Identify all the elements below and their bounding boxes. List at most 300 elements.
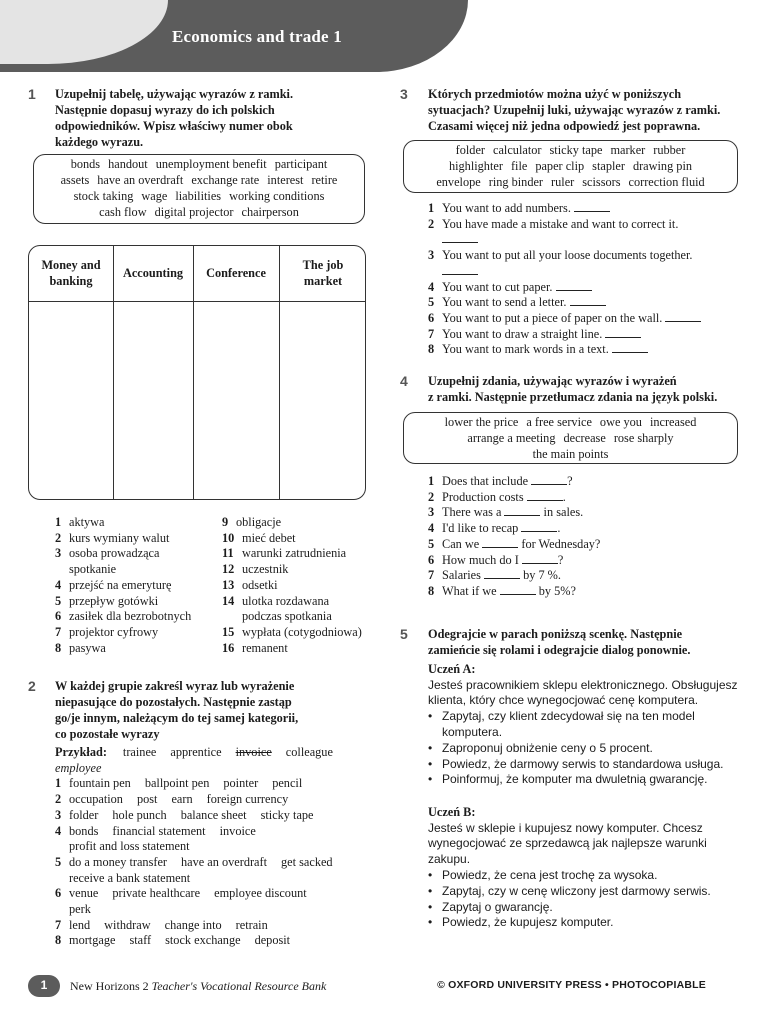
instruction-line: co pozostałe wyrazy: [55, 726, 160, 741]
example-word: colleague: [285, 745, 333, 759]
word-box-word: cash flow: [99, 204, 147, 219]
answer-gap: [442, 264, 478, 275]
table-header-line: The job: [302, 258, 344, 273]
instruction-line: zamieńcie się rolami i odegrajcie dialog ponownie.: [428, 642, 691, 657]
item-number: 1: [55, 776, 62, 791]
role-bullet-line: Zapytaj, czy w cenę wliczony jest darmowy serwis.: [442, 883, 711, 898]
table-header-text: [303, 258, 344, 290]
item-text: [442, 505, 583, 521]
role-bullet-text: [442, 757, 723, 773]
item-text: [442, 248, 692, 264]
word-box-word: ring binder: [488, 174, 544, 189]
group-word-continued: receive a bank statement: [69, 870, 191, 885]
item-number: 8: [55, 640, 62, 655]
sentence-start: Does that include: [442, 474, 532, 488]
list-item: [55, 824, 385, 840]
role-bullet-text: [442, 709, 695, 741]
list-item: [222, 641, 362, 657]
word-box-word: a free service: [526, 415, 592, 429]
exercise-5-instruction: [428, 627, 758, 659]
instruction-line: Odegrajcie w parach poniższą scenkę. Następnie: [428, 627, 683, 641]
group-word: balance sheet: [180, 807, 247, 822]
sentence-end: by 7 %.: [520, 568, 562, 583]
list-item: [55, 886, 385, 902]
list-item: [428, 490, 748, 506]
role-bullet-text: [442, 772, 707, 788]
word-box-word: decrease: [563, 430, 606, 445]
item-number: 2: [55, 792, 62, 807]
exercise-4-instruction: [428, 374, 758, 406]
group-word: hole punch: [112, 807, 167, 822]
item-number: 12: [222, 562, 235, 577]
role-intro-line: zakupu.: [428, 852, 471, 867]
group-word: occupation: [69, 792, 123, 807]
instruction-line: Następnie dopasuj wyrazy do ich polskich: [55, 102, 275, 117]
word-box-word: the main points: [532, 446, 609, 461]
list-item: [55, 792, 385, 808]
group-word-continued: profit and loss statement: [69, 839, 190, 854]
role-bullet-text: [442, 884, 711, 900]
instruction-line: Czasami więcej niż jedna odpowiedź jest poprawna.: [428, 118, 701, 133]
word-box-word: calculator: [493, 143, 542, 157]
answer-gap: [484, 568, 520, 579]
instruction-line: Których przedmiotów można użyć w poniższych: [428, 87, 682, 101]
exercise-2-instruction: [55, 679, 375, 743]
item-number: 13: [222, 577, 235, 592]
item-number: 4: [55, 823, 62, 838]
word-box-word: correction fluid: [628, 174, 705, 189]
example-row: [55, 745, 385, 761]
page-title: Economics and trade 1: [172, 27, 342, 46]
item-number: 3: [428, 505, 435, 520]
bullet-dot: •: [428, 883, 433, 898]
group-word: do a money transfer: [69, 854, 167, 869]
item-text-line: przejść na emeryturę: [69, 577, 172, 592]
group-word: folder: [69, 807, 99, 822]
list-item: [428, 537, 748, 553]
page-number-badge: 1: [28, 975, 60, 997]
role-bullet-text: [442, 741, 653, 757]
item-sentence: You have made a mistake and want to correct it.: [442, 216, 679, 231]
answer-gap: [527, 490, 563, 501]
role-bullet: [428, 741, 758, 757]
answer-gap: [665, 311, 701, 322]
item-number: 1: [55, 515, 62, 529]
list-item: [55, 933, 385, 949]
word-box-word: arrange a meeting: [467, 430, 556, 445]
item-text-line: wypłata (cotygodniowa): [242, 624, 362, 639]
exercise-5-role-b: [428, 805, 758, 931]
list-item: [428, 342, 748, 358]
item-text: [442, 537, 600, 553]
list-item: [222, 515, 362, 531]
role-bullet: [428, 709, 758, 741]
list-item: [55, 808, 385, 824]
instruction-line: sytuacjach? Uzupełnij luki, używając wyrazów z ramki.: [428, 102, 721, 117]
group-word-continued: perk: [69, 902, 91, 917]
item-number: 14: [222, 593, 235, 608]
role-b-text: [428, 821, 758, 932]
word-box-word: retire: [311, 172, 338, 187]
item-sentence: You want to draw a straight line.: [442, 326, 603, 341]
item-number: 9: [222, 515, 229, 529]
instruction-line: W każdej grupie zakreśl wyraz lub wyrażenie: [55, 679, 295, 693]
list-item: [428, 248, 748, 264]
item-text-line: zasiłek dla bezrobotnych: [69, 609, 192, 624]
group-word: change into: [164, 917, 222, 932]
exercise-4-number: 4: [400, 373, 408, 389]
copyright-notice: © OXFORD UNIVERSITY PRESS • PHOTOCOPIABLE: [437, 979, 706, 991]
item-text: [442, 490, 566, 506]
item-text: [69, 531, 169, 547]
item-text-line: ulotka rozdawana: [242, 593, 330, 608]
list-item: [55, 641, 191, 657]
item-number: 6: [55, 886, 62, 901]
group-word: pointer: [223, 776, 259, 791]
bullet-dot: •: [428, 915, 433, 930]
item-text-line: warunki zatrudnienia: [242, 546, 347, 561]
answer-gap: [442, 232, 478, 243]
item-number: 7: [55, 917, 62, 932]
item-text: [69, 641, 106, 657]
item-number: 15: [222, 624, 235, 639]
word-box-word: paper clip: [535, 158, 585, 173]
example-word: trainee: [122, 745, 157, 759]
exercise-3-items: [428, 201, 748, 358]
table-header-line: Accounting: [122, 266, 184, 280]
item-text: [442, 311, 701, 327]
role-bullet: [428, 757, 758, 773]
item-number: 5: [55, 593, 62, 608]
item-text: [442, 342, 648, 358]
list-item: [222, 625, 362, 641]
list-item: [428, 505, 748, 521]
item-text: [69, 594, 158, 610]
group-word: employee discount: [214, 886, 307, 901]
list-item: [55, 531, 191, 547]
group-word: earn: [171, 792, 193, 807]
bullet-dot: •: [428, 709, 433, 724]
book-title-plain: New Horizons 2: [70, 979, 152, 993]
word-box-word: digital projector: [154, 204, 234, 219]
item-text-line: przepływ gotówki: [69, 593, 159, 608]
exercise-1-polish-list-left: [55, 515, 191, 656]
item-number: 3: [55, 807, 62, 822]
word-box-line: [40, 157, 358, 173]
answer-gap: [521, 521, 557, 532]
bullet-dot: •: [428, 868, 433, 882]
table-header-text: [41, 258, 100, 290]
list-item: [428, 217, 748, 233]
role-bullet: [428, 884, 758, 900]
item-sentence: You want to send a letter.: [442, 295, 567, 310]
role-bullet-text: [442, 915, 613, 931]
sentence-start: There was a: [442, 505, 505, 520]
item-text: [69, 855, 347, 871]
sentence-start: How much do I: [442, 552, 522, 567]
sentence-end: .: [562, 489, 566, 504]
item-number: 1: [428, 474, 435, 488]
item-text-line: projektor cyfrowy: [69, 624, 159, 639]
item-number: 5: [55, 854, 62, 869]
word-box-word: file: [510, 158, 528, 173]
item-text-line: osoba prowadząca: [69, 546, 160, 561]
item-text: [69, 792, 302, 808]
item-text: [69, 776, 316, 792]
sentence-end: in sales.: [540, 505, 584, 520]
item-text: [242, 562, 288, 578]
exercise-2-number: 2: [28, 678, 36, 694]
group-word: foreign currency: [206, 792, 289, 807]
item-text: [442, 474, 573, 490]
item-number: 1: [428, 201, 435, 215]
word-box-word: handout: [108, 157, 148, 171]
example-word: apprentice: [170, 745, 222, 759]
exercise-5-role-a: [428, 662, 758, 788]
answer-gap-line: [428, 232, 748, 248]
word-box-word: rose sharply: [613, 430, 674, 445]
list-item: [428, 201, 748, 217]
example-label: Przykład:: [55, 745, 107, 759]
item-text: [442, 521, 560, 537]
exercise-3-word-box: [403, 140, 738, 193]
item-text: [242, 546, 346, 562]
list-item: [55, 594, 191, 610]
item-number: 6: [55, 609, 62, 624]
item-number: 7: [428, 326, 435, 341]
exercise-1-polish-list-right: [222, 515, 362, 656]
word-box-word: owe you: [599, 415, 642, 429]
item-number: 8: [428, 342, 435, 357]
item-number: 5: [428, 295, 435, 310]
exercise-3-number: 3: [400, 86, 408, 102]
table-header-conference: [193, 246, 279, 302]
role-bullet-line: Zapytaj, czy klient zdecydował się na ten model: [442, 709, 695, 724]
list-item: [55, 578, 191, 594]
word-box-word: folder: [455, 143, 486, 157]
group-word: fountain pen: [69, 776, 131, 791]
role-bullet: [428, 868, 758, 884]
sentence-end: ?: [557, 552, 564, 567]
word-box-word: scissors: [582, 174, 621, 189]
item-number: 4: [428, 521, 435, 536]
item-number: 4: [428, 279, 435, 294]
exercise-4-items: [428, 474, 748, 600]
role-bullet-line: Powiedz, że kupujesz komputer.: [442, 915, 614, 930]
word-box-word: envelope: [436, 174, 481, 189]
role-intro-line: klienta, który chce wynegocjować cenę komputera.: [428, 693, 699, 708]
book-title: [70, 979, 326, 994]
word-box-word: bonds: [70, 157, 101, 171]
word-box-word: have an overdraft: [97, 172, 184, 187]
item-text: [242, 625, 362, 641]
item-number: 10: [222, 530, 235, 545]
answer-gap: [504, 505, 540, 516]
item-text-line: remanent: [242, 640, 288, 655]
list-item: [55, 918, 385, 934]
sentence-start: Production costs: [442, 489, 527, 504]
list-item: [55, 546, 191, 577]
role-a-text: [428, 678, 758, 789]
list-item: [428, 553, 748, 569]
answer-gap: [500, 584, 536, 595]
item-number: 16: [222, 640, 235, 655]
exercise-4-word-box: [403, 412, 738, 464]
bullet-dot: •: [428, 740, 433, 755]
item-number: 3: [428, 248, 435, 263]
word-box-line: [410, 143, 731, 159]
item-number: 8: [55, 933, 62, 948]
bullet-dot: •: [428, 756, 433, 771]
item-text-line: aktywa: [69, 515, 105, 529]
word-box-word: assets: [60, 172, 90, 187]
item-text: [236, 515, 281, 531]
item-sentence: You want to cut paper.: [442, 279, 553, 294]
word-box-line: [40, 205, 358, 221]
group-word: invoice: [219, 823, 256, 838]
exercise-5-number: 5: [400, 626, 408, 642]
item-text: [69, 933, 304, 949]
role-intro-line: wynegocjować ze sprzedawcą jak najlepsze warunki: [428, 836, 707, 851]
role-bullet-text: [442, 868, 657, 884]
list-item: [55, 776, 385, 792]
item-text: [442, 553, 563, 569]
list-item: [222, 546, 362, 562]
list-item: [55, 609, 191, 625]
answer-gap: [522, 553, 558, 564]
item-number: 11: [222, 546, 234, 561]
role-bullet-text: [442, 900, 553, 916]
item-text: [442, 327, 641, 343]
table-header-line: market: [303, 274, 343, 288]
word-box-line: [410, 159, 731, 175]
word-box-word: lower the price: [444, 415, 519, 429]
instruction-line: każdego wyrazu.: [55, 134, 144, 149]
bullet-dot: •: [428, 899, 433, 914]
role-bullet: [428, 900, 758, 916]
sentence-end: ?: [567, 474, 573, 488]
item-text-line: spotkanie: [69, 562, 117, 577]
item-text: [442, 217, 678, 233]
list-item: [55, 855, 385, 871]
role-intro-line: Jesteś pracownikiem sklepu elektronicznego. Obsługujesz: [428, 677, 738, 692]
sentence-end: by 5%?: [535, 583, 576, 598]
group-word: post: [136, 792, 158, 807]
table-header-text: [206, 266, 266, 282]
word-box-word: working conditions: [229, 188, 325, 203]
item-text-line: pasywa: [69, 640, 106, 655]
role-bullet-line: Poinformuj, że komputer ma dwuletnią gwarancję.: [442, 772, 708, 787]
item-text: [442, 568, 561, 584]
word-box-word: exchange rate: [191, 172, 260, 187]
table-header-accounting: [113, 246, 193, 302]
word-box-word: increased: [649, 415, 697, 429]
group-word: venue: [69, 886, 99, 901]
item-text-line: mieć debet: [242, 530, 296, 545]
table-header-line: banking: [49, 274, 93, 288]
list-item: [428, 521, 748, 537]
item-text: [242, 594, 332, 625]
item-number: 3: [55, 546, 62, 561]
list-item: [428, 474, 748, 490]
exercise-1-instruction: [55, 87, 375, 151]
item-number: 5: [428, 536, 435, 551]
item-text: [442, 584, 576, 600]
group-word: withdraw: [104, 917, 151, 932]
item-number: 7: [55, 624, 62, 639]
word-box-line: [40, 173, 358, 189]
item-text-line: kurs wymiany walut: [69, 530, 170, 545]
answer-gap: [574, 201, 610, 212]
word-box-word: chairperson: [241, 204, 299, 219]
role-bullet-line: Zapytaj o gwarancję.: [442, 899, 553, 914]
word-box-line: [410, 447, 731, 463]
item-text: [442, 201, 610, 217]
table-header-job-market: [279, 246, 366, 302]
answer-gap: [612, 342, 648, 353]
role-bullet: [428, 915, 758, 931]
word-box-word: ruler: [551, 174, 575, 189]
item-sentence: You want to put a piece of paper on the wall.: [442, 310, 663, 325]
item-text: [69, 824, 270, 840]
item-sentence: You want to put all your loose documents together.: [442, 248, 693, 263]
sentence-start: Salaries: [442, 568, 485, 583]
word-box-word: marker: [610, 143, 646, 157]
exercise-1-table: [28, 245, 366, 500]
instruction-line: Uzupełnij zdania, używając wyrazów i wyrażeń: [428, 374, 677, 388]
word-box-word: stapler: [592, 158, 625, 173]
table-header-line: Conference: [206, 266, 266, 280]
group-word: stock exchange: [165, 933, 241, 948]
group-word: bonds: [69, 823, 99, 838]
item-number: 2: [55, 530, 62, 545]
group-word: deposit: [254, 933, 291, 948]
group-word: financial statement: [112, 823, 206, 838]
group-word: staff: [129, 933, 152, 948]
role-bullet-line: komputera.: [442, 725, 503, 739]
list-item: [428, 280, 748, 296]
exercise-1-word-box: [33, 154, 365, 224]
example-answer: employee: [55, 760, 102, 775]
item-text: [442, 295, 606, 311]
item-text-line: podczas spotkania: [242, 609, 332, 624]
list-item: [222, 531, 362, 547]
item-text: [242, 531, 296, 547]
instruction-line: go/je innym, należącym do tej samej kategorii,: [55, 710, 299, 725]
role-intro-line: Jesteś w sklepie i kupujesz nowy komputer. Chcesz: [428, 820, 703, 835]
word-box-line: [410, 431, 731, 447]
sentence-end: .: [557, 521, 561, 536]
word-box-word: wage: [141, 188, 168, 203]
item-text: [69, 609, 191, 625]
list-item: [428, 295, 748, 311]
group-word: lend: [69, 917, 91, 932]
item-text: [69, 625, 158, 641]
item-sentence: You want to add numbers.: [442, 201, 571, 215]
example-word: invoice: [235, 745, 272, 759]
instruction-line: Uzupełnij tabelę, używając wyrazów z ramki.: [55, 87, 294, 101]
group-word: retrain: [235, 917, 268, 932]
role-bullet-line: Powiedz, że cena jest trochę za wysoka.: [442, 868, 658, 882]
answer-gap: [556, 280, 592, 291]
sentence-start: Can we: [442, 536, 483, 551]
item-number: 2: [428, 489, 435, 504]
group-word: private healthcare: [112, 886, 201, 901]
item-text: [69, 808, 328, 824]
word-box-word: stock taking: [73, 188, 134, 203]
word-box-line: [40, 189, 358, 205]
item-text: [69, 515, 105, 531]
